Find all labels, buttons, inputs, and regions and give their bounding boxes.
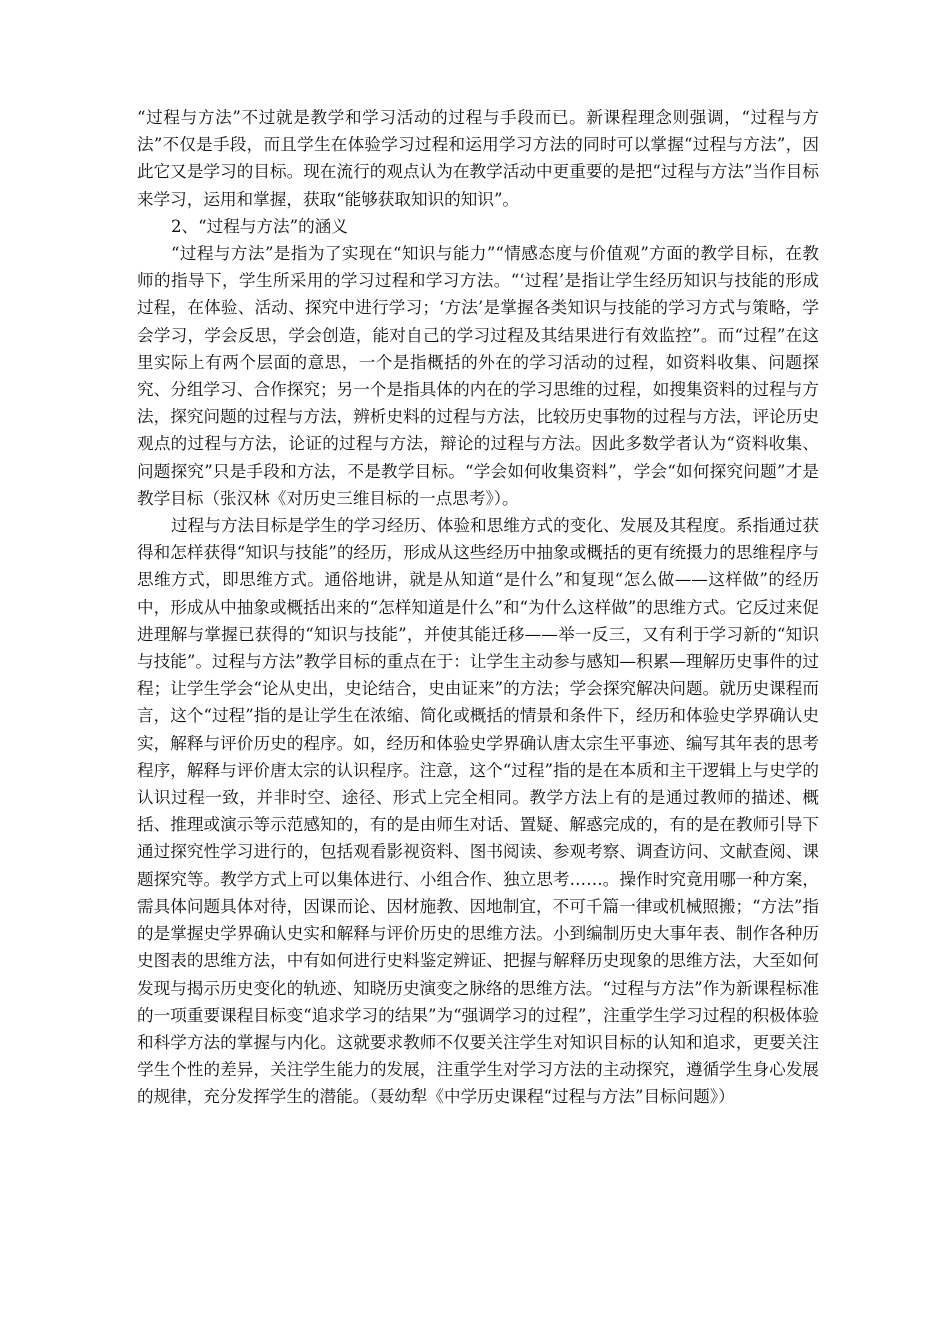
section-heading: 2、“过程与方法”的涵义	[171, 216, 348, 236]
paragraph-objectives: 过程与方法目标是学生的学习经历、体验和思维方式的变化、发展及其程度。系指通过获得和怎样获得“知识与技能”的经历，形成从这些经历中抽象或概括的更有统摄力的思维程序与思维方式，即思维方式。通俗地讲，就是从知道“是什么”和复现“怎么做——这样做”的经历中，形成从中抽象或概括出来的“怎样知道是什么”和“为什么这样做”的思维方式。它反过来促进理解与掌握已获得的“知识与技能”，并使其能迁移——举一反三，又有利于学习新的“知识与技能”。过程与方法”教学目标的重点在于：让学生主动参与感知—积累—理解历史事件的过程；让学生学会“论从史出，史论结合，史由证来”的方法；学会探究解决问题。就历史课程而言，这个“过程”指的是让学生在浓缩、简化或概括的情景和条件下，经历和体验史学界确认史实，解释与评价历史的程序。如，经历和体验史学界确认唐太宗生平事迹、编写其年表的思考程序，解释与评价唐太宗的认识程序。注意，这个“过程”指的是在本质和主干逻辑上与史学的认识过程一致，并非时空、途径、形式上完全相同。教学方法上有的是通过教师的描述、概括、推理或演示等示范感知的，有的是由师生对话、置疑、解惑完成的，有的是在教师引导下通过探究性学习进行的，包括观看影视资料、图书阅读、参观考察、调查访问、文献查阅、课题探究等。教学方式上可以集体进行、小组合作、独立思考……。操作时究竟用哪一种方案，需具体问题具体对待，因课而论、因材施教、因地制宜，不可千篇一律或机械照搬；“方法”指的是掌握史学界确认史实和解释与评价历史的思维方法。小到编制历史大事年表、制作各种历史图表的思维方法，中有如何进行史料鉴定辨证、把握与解释历史现象的思维方法，大至如何发现与揭示历史变化的轨迹、知晓历史演变之脉络的思维方法。“过程与方法”作为新课程标准的一项重要课程目标变“追求学习的结果”为“强调学习的过程”，注重学生学习过程的积极体验和科学方法的掌握与内化。这就要求教师不仅要关注学生对知识目标的认知和追求，更要关注学生个性的差异，关注学生能力的发展，注重学生对学习方法的主动探究，遵循学生身心发展的规律，充分发挥学生的潜能。（聂幼犁《中学历史课程“过程与方法”目标问题》）	[137, 516, 819, 1107]
paragraph-definition: “过程与方法”是指为了实现在“知识与能力”“情感态度与价值观”方面的教学目标，在教师的指导下，学生所采用的学习过程和学习方法。“‘过程’是指让学生经历知识与技能的形成过程，在体验、活动、探究中进行学习；‘方法’是掌握各类知识与技能的学习方式与策略，学会学习，学会反思，学会创造，能对自己的学习过程及其结果进行有效监控”。而“过程”在这里实际上有两个层面的意思，一个是指概括的外在的学习活动的过程，如资料收集、问题探究、分组学习、合作探究；另一个是指具体的内在的学习思维的过程，如搜集资料的过程与方法，探究问题的过程与方法，辨析史料的过程与方法，比较历史事物的过程与方法，评论历史观点的过程与方法，论证的过程与方法，辩论的过程与方法。因此多数学者认为“资料收集、问题探究”只是手段和方法，不是教学目标。“学会如何收集资料”，学会“如何探究问题”才是教学目标（张汉林《对历史三维目标的一点思考》）。	[137, 244, 819, 508]
paragraph-intro: “过程与方法”不过就是教学和学习活动的过程与手段而已。新课程理念则强调，“过程与方法”不仅是手段，而且学生在体验学习过程和运用学习方法的同时可以掌握“过程与方法”，因此它又是学习的目标。现在流行的观点认为在教学活动中更重要的是把“过程与方法”当作目标来学习，运用和掌握，获取“能够获取知识的知识”。	[137, 108, 819, 209]
document-page	[137, 104, 819, 1111]
